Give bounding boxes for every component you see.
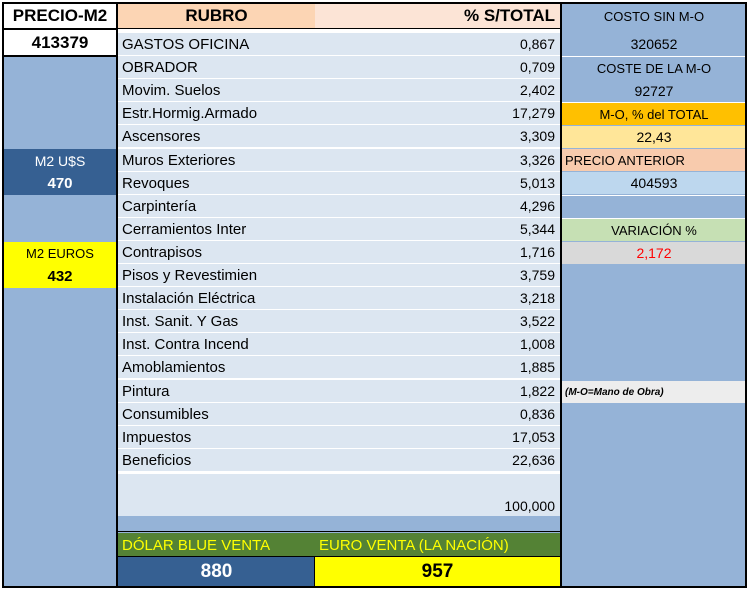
m2-usd-value[interactable]: 470	[4, 172, 116, 195]
pct-cell[interactable]: 1,822	[315, 380, 560, 402]
pct-cell[interactable]: 1,716	[315, 241, 560, 263]
rubro-cell[interactable]: Instalación Eléctrica	[118, 287, 315, 309]
pct-cell[interactable]: 1,885	[315, 356, 560, 378]
rubro-cell[interactable]: Muros Exteriores	[118, 149, 315, 171]
pct-cell[interactable]: 0,709	[315, 56, 560, 78]
costo-sin-mo-value[interactable]: 320652	[630, 36, 678, 52]
pct-cell[interactable]: 22,636	[315, 449, 560, 471]
rubro-cell[interactable]: Estr.Hormig.Armado	[118, 102, 315, 124]
pct-cell[interactable]: 17,279	[315, 102, 560, 124]
dolar-label[interactable]: DÓLAR BLUE VENTA	[118, 533, 315, 557]
border-line	[2, 2, 4, 588]
border-line	[3, 2, 747, 4]
border-line	[118, 556, 560, 557]
precio-m2-value[interactable]: 413379	[4, 30, 116, 56]
border-line	[116, 2, 118, 588]
pct-cell[interactable]: 0,867	[315, 33, 560, 55]
border-line	[3, 586, 747, 588]
rubro-cell[interactable]: Revoques	[118, 172, 315, 194]
rubro-cell[interactable]: OBRADOR	[118, 56, 315, 78]
rubro-cell[interactable]: Inst. Sanit. Y Gas	[118, 310, 315, 332]
euro-label[interactable]: EURO VENTA (LA NACIÓN)	[315, 533, 560, 557]
rubro-cell[interactable]: Consumibles	[118, 403, 315, 425]
precio-m2-label[interactable]: PRECIO-M2	[4, 4, 116, 28]
costo-sin-mo-label[interactable]: COSTO SIN M-O	[603, 8, 705, 24]
euro-value[interactable]: 957	[315, 557, 560, 586]
precio-anterior-value[interactable]: 404593	[562, 172, 746, 194]
pct-cell[interactable]: 3,326	[315, 149, 560, 171]
panel-divider	[562, 102, 746, 103]
mo-pct-label[interactable]: M-O, % del TOTAL	[562, 103, 746, 125]
pct-cell[interactable]: 1,008	[315, 333, 560, 355]
total-value[interactable]: 100,000	[504, 497, 555, 514]
pct-cell[interactable]: 3,218	[315, 287, 560, 309]
pct-cell[interactable]: 3,309	[315, 125, 560, 147]
rubro-cell[interactable]: Ascensores	[118, 125, 315, 147]
border-line	[4, 28, 116, 30]
variacion-label[interactable]: VARIACIÓN %	[562, 219, 746, 241]
coste-mo-value[interactable]: 92727	[634, 83, 674, 99]
pct-cell[interactable]: 3,522	[315, 310, 560, 332]
border-line	[314, 556, 315, 586]
rubro-cell[interactable]: Impuestos	[118, 426, 315, 448]
m2-usd-label[interactable]: M2 U$S	[4, 149, 116, 172]
border-line	[118, 28, 560, 29]
rubro-cell[interactable]: Amoblamientos	[118, 356, 315, 378]
panel-divider	[562, 56, 746, 57]
rubro-cell[interactable]: GASTOS OFICINA	[118, 33, 315, 55]
m2-euros-label[interactable]: M2 EUROS	[4, 242, 116, 265]
variacion-value[interactable]: 2,172	[562, 242, 746, 264]
rubro-cell[interactable]: Movim. Suelos	[118, 79, 315, 101]
rubro-cell[interactable]: Pisos y Revestimien	[118, 264, 315, 286]
panel-divider	[562, 195, 746, 196]
rubro-cell[interactable]: Beneficios	[118, 449, 315, 471]
pct-cell[interactable]: 17,053	[315, 426, 560, 448]
pct-cell[interactable]: 0,836	[315, 403, 560, 425]
dolar-value[interactable]: 880	[118, 557, 315, 586]
mo-note[interactable]: (M-O=Mano de Obra)	[562, 381, 746, 403]
pct-cell[interactable]: 3,759	[315, 264, 560, 286]
rubro-cell[interactable]: Cerramientos Inter	[118, 218, 315, 240]
rubro-cell[interactable]: Carpintería	[118, 195, 315, 217]
panel-divider	[562, 218, 746, 219]
pct-cell[interactable]: 2,402	[315, 79, 560, 101]
left-blue-fill	[4, 57, 116, 586]
pct-cell[interactable]: 5,013	[315, 172, 560, 194]
border-line	[745, 2, 747, 588]
rubro-cell[interactable]: Pintura	[118, 380, 315, 402]
pct-cell[interactable]: 4,296	[315, 195, 560, 217]
mo-pct-value[interactable]: 22,43	[562, 126, 746, 148]
m2-euros-value[interactable]: 432	[4, 265, 116, 288]
border-line	[560, 2, 562, 588]
rubro-cell[interactable]: Contrapisos	[118, 241, 315, 263]
rubro-header[interactable]: RUBRO	[118, 4, 315, 28]
border-line	[118, 531, 560, 532]
pct-cell[interactable]: 5,344	[315, 218, 560, 240]
pct-header[interactable]: % S/TOTAL	[315, 4, 560, 28]
rubro-cell[interactable]: Inst. Contra Incend	[118, 333, 315, 355]
border-line	[4, 55, 116, 57]
coste-mo-label[interactable]: COSTE DE LA M-O	[596, 60, 712, 76]
precio-anterior-label[interactable]: PRECIO ANTERIOR	[562, 149, 746, 171]
